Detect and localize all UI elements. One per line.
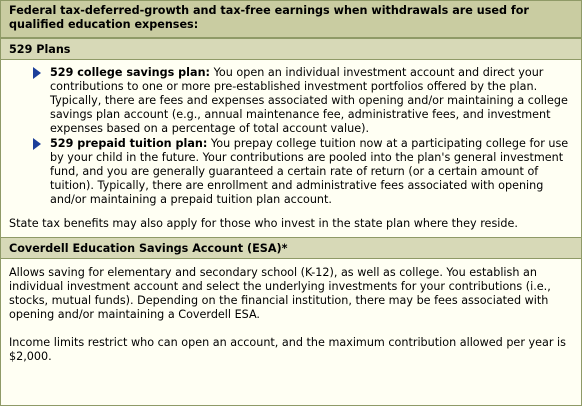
plan-term: 529 college savings plan:: [50, 66, 211, 79]
paragraph-gap: [9, 322, 573, 336]
esa-description: Allows saving for elementary and secondary school (K-12), as well as college. You establish an individual investment account and select the underlying investments for your contributions (i.e., stocks, mutual funds). Depending on the financial institution, there may be fees associated with opening and/or maintaining a Coverdell ESA.: [9, 266, 551, 321]
section-title-text: 529 Plans: [9, 43, 71, 56]
plan-term: 529 prepaid tuition plan:: [50, 137, 208, 150]
panel-header: [1, 1, 581, 38]
state-tax-note: State tax benefits may also apply for those who invest in the state plan where they reside.: [9, 217, 518, 230]
bullet-arrow-icon: [33, 138, 41, 150]
header-title: Federal tax-deferred-growth and tax-free earnings when withdrawals are used for qualified education expenses:: [9, 4, 529, 31]
bullet-arrow-icon: [33, 67, 41, 79]
section-body-coverdell-esa: [1, 259, 581, 370]
section-body-529-plans: [1, 60, 581, 237]
section-title-coverdell-esa: [1, 237, 581, 259]
list-item: [33, 66, 573, 136]
section-title-text: Coverdell Education Savings Account (ESA)*: [9, 242, 288, 255]
section-title-529-plans: [1, 38, 581, 60]
plan-description: You open an individual investment account and direct your contributions to one or more pre-established investment portfolios offered by the plan. Typically, there are fees and expenses associated with opening and/or maintaining a college savings plan account (e.g., annual maintenance fee, administrative fees, and investment expenses based on a percentage of total account value).: [50, 66, 568, 135]
plan-list: [9, 66, 573, 207]
esa-income-limits: Income limits restrict who can open an account, and the maximum contribution allowed per year is $2,000.: [9, 336, 566, 363]
plan-description: You prepay college tuition now at a participating college for use by your child in the future. Your contributions are pooled into the plan's general investment fund, and you are generally guaranteed a certain rate of return (or a certain amount of tuition). Typically, there are enrollment and administrative fees associated with opening and/or maintaining a prepaid tuition plan account.: [50, 137, 569, 206]
list-item: [33, 137, 573, 207]
